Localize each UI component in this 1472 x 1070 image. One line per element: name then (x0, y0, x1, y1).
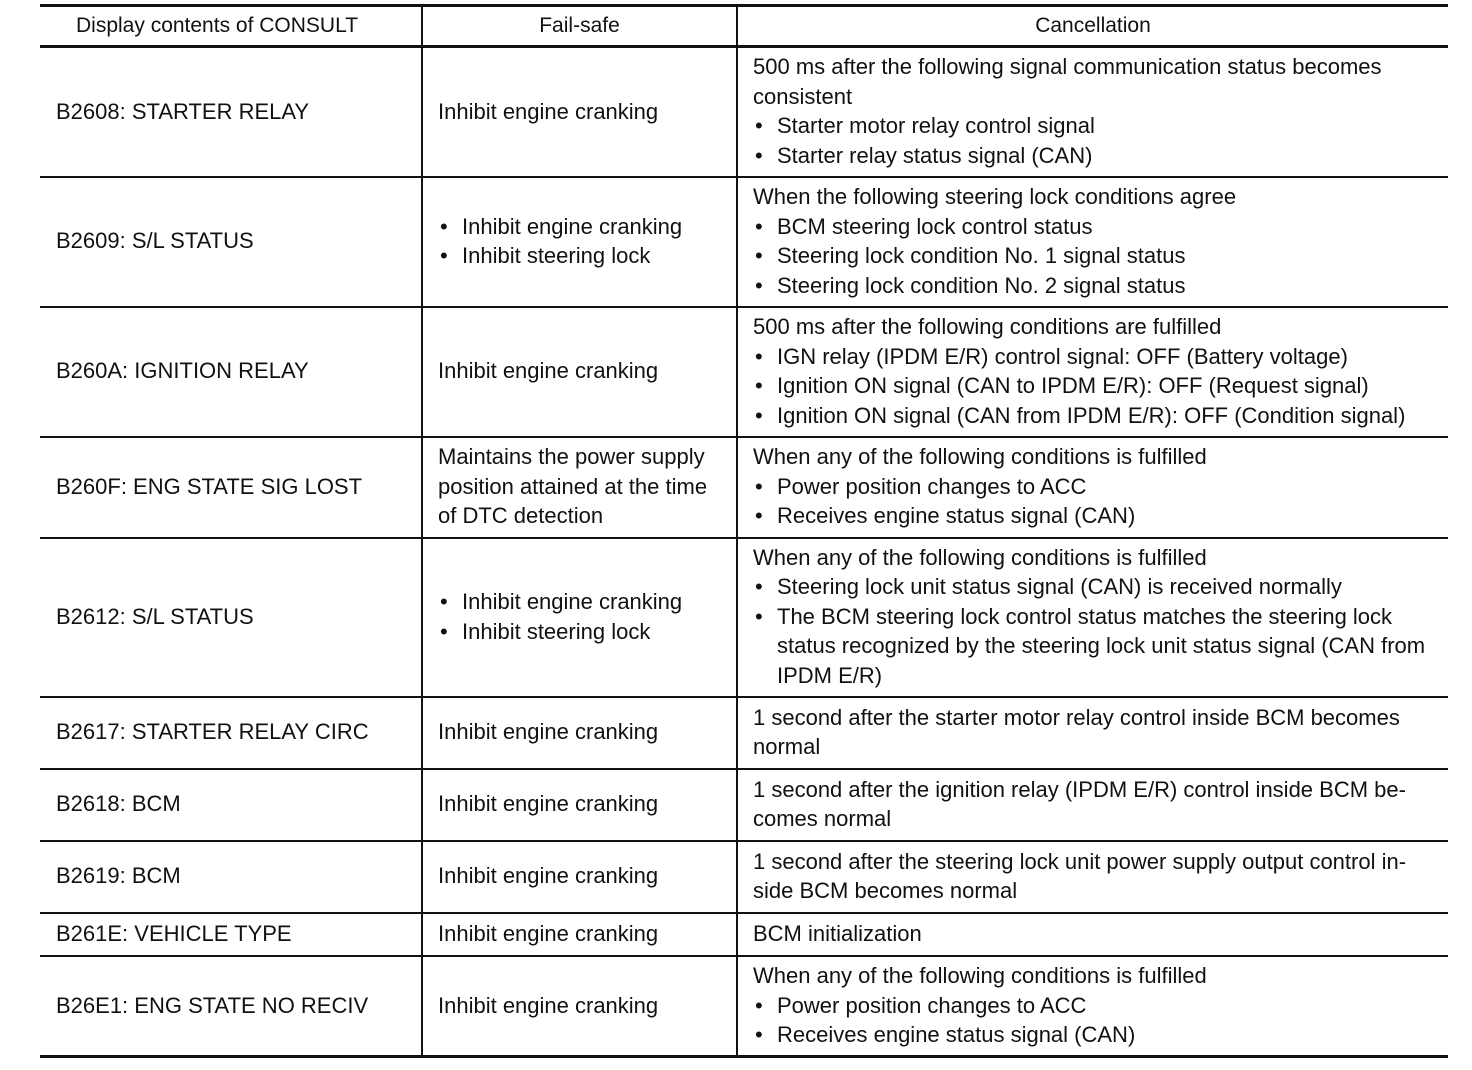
table-row (40, 437, 1448, 538)
cancellation-bullet-item: • Steering lock unit status signal (CAN) is received normally (753, 572, 1442, 602)
dtc-code-cell: B260F: ENG STATE SIG LOST (40, 437, 422, 538)
dtc-code-cell: B2612: S/L STATUS (40, 538, 422, 697)
dtc-code-cell: B2609: S/L STATUS (40, 177, 422, 307)
cancellation-cell (737, 956, 1448, 1057)
failsafe-bullet-item: • Inhibit steering lock (438, 617, 730, 647)
failsafe-cell (422, 437, 737, 538)
cancellation-bullet-item: • Receives engine status signal (CAN) (753, 1020, 1442, 1050)
cancellation-cell (737, 177, 1448, 307)
cancellation-lead-text: When any of the following conditions is fulfilled (753, 963, 1207, 988)
header-failsafe: Fail-safe (422, 6, 737, 47)
failsafe-text: Inhibit engine cranking (438, 920, 659, 946)
failsafe-text: Inhibit engine cranking (438, 992, 659, 1018)
failsafe-table-container (40, 4, 1448, 1058)
table-row (40, 177, 1448, 307)
failsafe-cell (422, 956, 737, 1057)
table-row (40, 47, 1448, 177)
failsafe-text: Maintains the power supply position attained at the time of DTC detection (438, 444, 708, 529)
failsafe-text: Inhibit engine cranking (438, 791, 659, 817)
table-row (40, 697, 1448, 769)
failsafe-text: Inhibit engine cranking (438, 863, 659, 889)
cancellation-bullet-list (753, 212, 1442, 301)
failsafe-cell (422, 769, 737, 841)
failsafe-bullet-item: • Inhibit steering lock (438, 241, 730, 271)
cancellation-bullet-item: • Power position changes to ACC (753, 472, 1442, 502)
table-row (40, 841, 1448, 913)
failsafe-cell (422, 913, 737, 956)
failsafe-table (40, 4, 1448, 1058)
failsafe-text: Inhibit engine cranking (438, 98, 659, 124)
cancellation-lead-text: 1 second after the steering lock unit power supply output control in-side BCM becomes normal (753, 848, 1407, 903)
table-header-row (40, 6, 1448, 47)
dtc-code-cell: B261E: VEHICLE TYPE (40, 913, 422, 956)
failsafe-cell (422, 841, 737, 913)
cancellation-lead-text: BCM initialization (753, 920, 922, 946)
cancellation-bullet-item: • Starter relay status signal (CAN) (753, 141, 1442, 171)
cancellation-lead-text: When the following steering lock conditions agree (753, 184, 1237, 209)
failsafe-bullet-list (438, 212, 730, 271)
table-row (40, 913, 1448, 956)
cancellation-bullet-item: • Ignition ON signal (CAN from IPDM E/R): OFF (Condition signal) (753, 401, 1442, 431)
failsafe-bullet-list (438, 587, 730, 646)
failsafe-cell (422, 47, 737, 177)
cancellation-cell (737, 769, 1448, 841)
table-row (40, 538, 1448, 697)
dtc-code-cell: B2617: STARTER RELAY CIRC (40, 697, 422, 769)
header-cancellation: Cancellation (737, 6, 1448, 47)
cancellation-cell (737, 697, 1448, 769)
cancellation-lead-text: When any of the following conditions is fulfilled (753, 544, 1207, 570)
failsafe-cell (422, 697, 737, 769)
header-consult: Display contents of CONSULT (76, 14, 359, 37)
table-row (40, 769, 1448, 841)
dtc-code-cell: B2619: BCM (40, 841, 422, 913)
table-row (40, 307, 1448, 437)
cancellation-bullet-item: • Power position changes to ACC (753, 991, 1442, 1021)
dtc-code-cell: B260A: IGNITION RELAY (40, 307, 422, 437)
cancellation-lead-text: 1 second after the ignition relay (IPDM E/R) control inside BCM be-comes normal (753, 776, 1406, 831)
table-body (40, 47, 1448, 1057)
failsafe-cell (422, 307, 737, 437)
failsafe-text: Inhibit engine cranking (438, 358, 659, 384)
cancellation-cell (737, 47, 1448, 177)
cancellation-bullet-list (753, 472, 1442, 531)
cancellation-lead-text: 1 second after the starter motor relay control inside BCM becomes normal (753, 704, 1400, 759)
cancellation-bullet-item: • The BCM steering lock control status matches the steering lock status recognized by the steering lock unit status signal (CAN from IPDM E/R) (753, 602, 1442, 691)
cancellation-cell (737, 538, 1448, 697)
cancellation-bullet-list (753, 111, 1442, 170)
failsafe-cell (422, 538, 737, 697)
failsafe-bullet-item: • Inhibit engine cranking (438, 587, 730, 617)
cancellation-bullet-list (753, 991, 1442, 1050)
cancellation-bullet-list (753, 342, 1442, 431)
table-row (40, 956, 1448, 1057)
cancellation-cell (737, 913, 1448, 956)
dtc-code-cell: B2608: STARTER RELAY (56, 98, 310, 124)
failsafe-bullet-item: • Inhibit engine cranking (438, 212, 730, 242)
cancellation-cell (737, 841, 1448, 913)
failsafe-text: Inhibit engine cranking (438, 719, 659, 745)
cancellation-bullet-item: • BCM steering lock control status (753, 212, 1442, 242)
cancellation-bullet-item: • IGN relay (IPDM E/R) control signal: OFF (Battery voltage) (753, 342, 1442, 372)
cancellation-lead-text: 500 ms after the following conditions are fulfilled (753, 314, 1222, 339)
cancellation-bullet-item: • Starter motor relay control signal (753, 111, 1442, 141)
cancellation-cell (737, 437, 1448, 538)
dtc-code-cell: B26E1: ENG STATE NO RECIV (40, 956, 422, 1057)
cancellation-lead-text: When any of the following conditions is fulfilled (753, 444, 1207, 470)
cancellation-lead-text: 500 ms after the following signal communication status becomes consistent (753, 54, 1382, 109)
cancellation-bullet-item: • Steering lock condition No. 1 signal status (753, 241, 1442, 271)
cancellation-bullet-item: • Ignition ON signal (CAN to IPDM E/R): OFF (Request signal) (753, 371, 1442, 401)
dtc-code-cell: B2618: BCM (40, 769, 422, 841)
cancellation-bullet-item: • Receives engine status signal (CAN) (753, 501, 1442, 531)
cancellation-bullet-list (753, 572, 1442, 690)
cancellation-bullet-item: • Steering lock condition No. 2 signal status (753, 271, 1442, 301)
cancellation-cell (737, 307, 1448, 437)
failsafe-cell (422, 177, 737, 307)
